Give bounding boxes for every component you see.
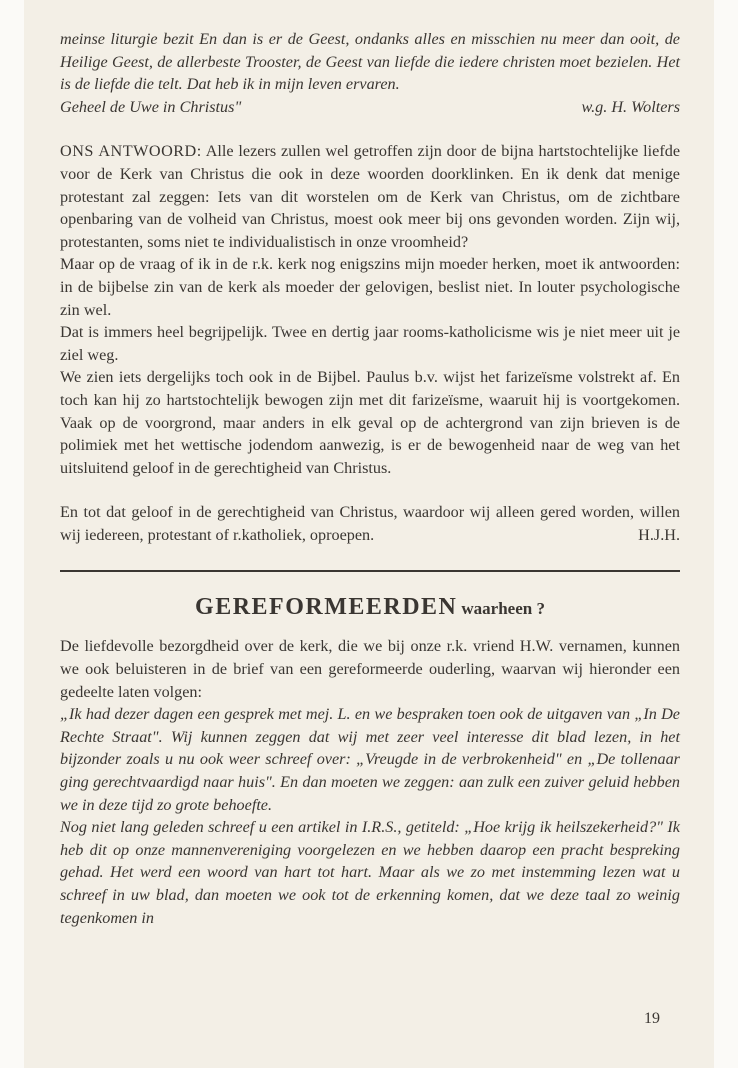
article-title	[60, 594, 680, 621]
letter-signoff	[60, 96, 680, 119]
letter-paragraph: meinse liturgie bezit En dan is er de Geest, ondanks alles en misschien nu meer dan ooit, de Heilige Geest, de allerbeste Trooster, de Geest van liefde die iedere christen moet bezielen. Het is de liefde die telt. Dat heb ik in mijn leven ervaren.	[60, 30, 680, 94]
answer-label: ONS ANTWOORD:	[60, 142, 202, 161]
article-title-main: GEREFORMEERDEN	[195, 594, 458, 621]
article-title-rest: waarheen ?	[461, 599, 545, 619]
book-page	[24, 0, 714, 1068]
section-divider	[60, 570, 680, 572]
answer-paragraph-2: Maar op de vraag of ik in de r.k. kerk nog enigszins mijn moeder herken, moet ik antwoorden: in de bijbelse zin van de kerk als moeder der gelovigen, beslist niet. In louter psychologische zin wel.	[60, 255, 680, 319]
answer-paragraph-4: We zien iets dergelijks toch ook in de Bijbel. Paulus b.v. wijst het farizeïsme volstrekt af. En toch kan hij zo hartstochtelijk bewogen zijn met dit farizeïsme, waaruit hij is voortgekomen. Vaak op de voorgrond, maar anders in elk geval op de achtergrond van zijn brieven is de polimiek met het wettische jodendom aanwezig, is er de bewogenheid naar de weg van het uitsluitend geloof in de gerechtigheid van Christus.	[60, 368, 680, 477]
article-intro: De liefdevolle bezorgdheid over de kerk, die we bij onze r.k. vriend H.W. vernamen, kunnen we ook beluisteren in de brief van een gereformeerde ouderling, waarvan wij hieronder een gedeelte laten volgen:	[60, 637, 680, 701]
page-edge-right	[714, 0, 738, 1068]
letter-closing: Geheel de Uwe in Christus"	[60, 97, 242, 116]
answer-closing	[60, 501, 680, 546]
answer-paragraph-3: Dat is immers heel begrijpelijk. Twee en dertig jaar rooms-katholicisme wis je niet meer uit je ziel weg.	[60, 323, 680, 364]
answer-initials: H.J.H.	[638, 525, 680, 544]
answer-closing-text: En tot dat geloof in de gerechtigheid van Christus, waardoor wij alleen gered worden, willen wij iedereen, protestant of r.katholiek, oproepen.	[60, 503, 680, 544]
page-edge-left	[0, 0, 24, 1068]
page-number: 19	[644, 1010, 660, 1027]
page-content	[60, 28, 680, 929]
article-quote-2: Nog niet lang geleden schreef u een artikel in I.R.S., getiteld: „Hoe krijg ik heilszekerheid?" Ik heb dit op onze mannenvereniging voorgelezen en we hebben daarop een pracht bespreking gehad. Het werd een woord van hart tot hart. Maar als we zo met instemming lezen wat u schreef in uw blad, dan moeten we ook tot de erkenning komen, dat we deze taal zo weinig tegenkomen in	[60, 818, 680, 927]
article-quote-1: „Ik had dezer dagen een gesprek met mej. L. en we bespraken toen ook de uitgaven van „In De Rechte Straat". Wij kunnen zeggen dat wij met zeer veel interesse dit blad lezen, in het bijzonder zoals u nu ook weer schreef over: „Vreugde in de verbrokenheid" en „De tollenaar ging gerechtvaardigd naar huis". En dan moeten we zeggen: aan zulk een zuiver geluid hebben we in deze tijd zo grote behoefte.	[60, 705, 680, 814]
answer-paragraph-1	[60, 140, 680, 253]
letter-signature: w.g. H. Wolters	[581, 97, 680, 116]
answer-text-1: Alle lezers zullen wel getroffen zijn door de bijna hartstochtelijke liefde voor de Kerk van Christus die ook in deze woorden doorklinken. En ik denk dat menige protestant zal zeggen: Iets van dit worstelen om de Kerk van Christus, om de zichtbare openbaring van de volheid van Christus, moest ook meer bij ons gevonden worden. Zijn wij, protestanten, soms niet te individualistisch in onze vroomheid?	[60, 142, 680, 251]
